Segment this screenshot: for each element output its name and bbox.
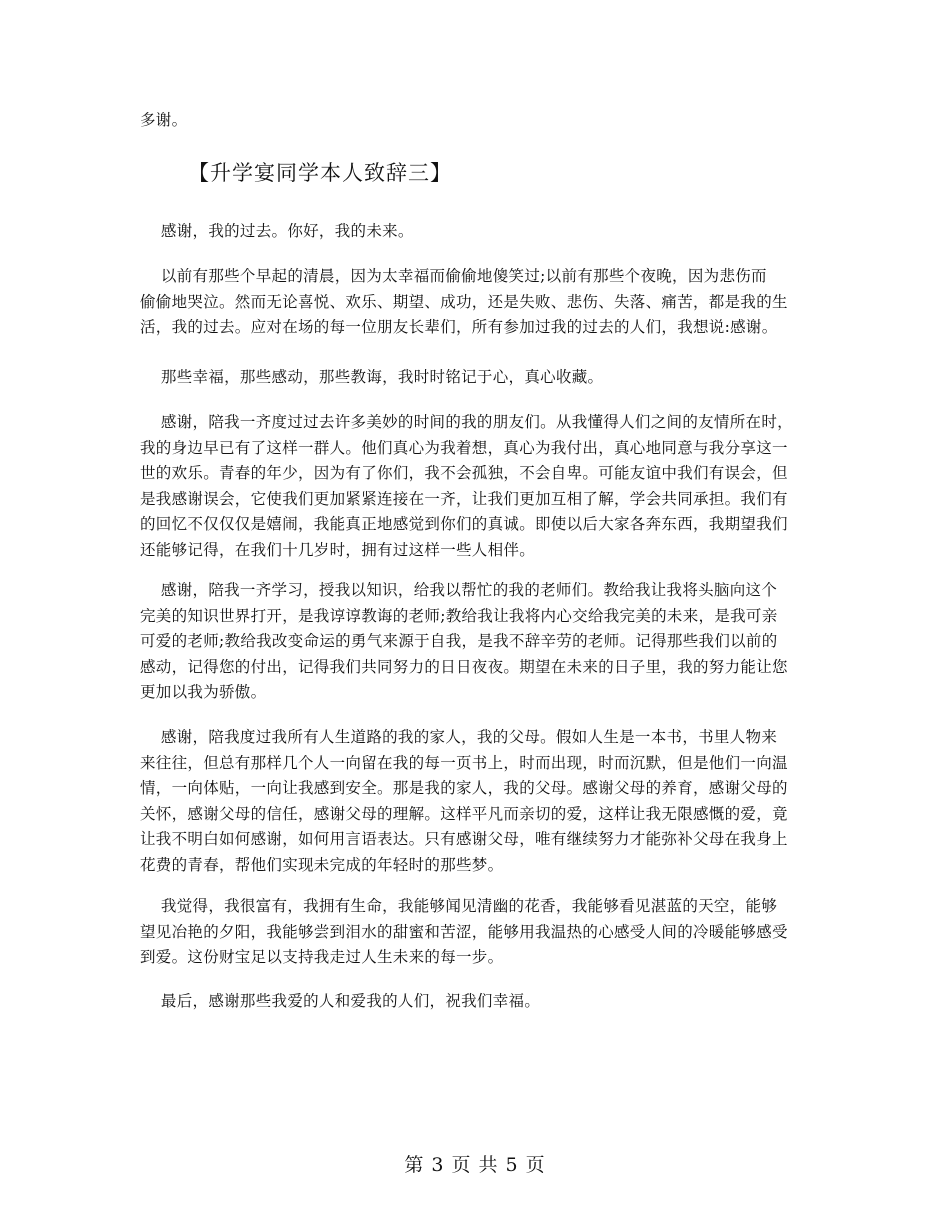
paragraph-2: 以前有那些个早起的清晨，因为太幸福而偷偷地傻笑过;以前有那些个夜晚，因为悲伤而 偷偷地哭泣。然而无论喜悦、欢乐、期望、成功，还是失败、悲伤、失落、痛苦，都是我的生 活，我的过去。应对在场的每一位朋友长辈们，所有参加过我的过去的人们，我想说:感谢。 bbox=[140, 267, 788, 336]
page-number: 第 3 页 共 5 页 bbox=[404, 1154, 546, 1176]
paragraph-8: 最后，感谢那些我爱的人和爱我的人们，祝我们幸福。 bbox=[140, 992, 541, 1010]
paragraph-7: 我觉得，我很富有，我拥有生命，我能够闻见清幽的花香，我能够看见湛蓝的天空，能够 望见冶艳的夕阳，我能够尝到泪水的甜蜜和苦涩，能够用我温热的心感受人间的冷暖能够感受 到爱。这份财宝足以支持我走过人生未来的每一步。 bbox=[140, 897, 788, 966]
intro-line: 多谢。 bbox=[140, 111, 188, 129]
section-heading: 【升学宴同学本人致辞三】 bbox=[188, 161, 452, 185]
paragraph-3: 那些幸福，那些感动，那些教诲，我时时铭记于心，真心收藏。 bbox=[140, 368, 604, 386]
paragraph-5: 感谢，陪我一齐学习，授我以知识，给我以帮忙的我的老师们。教给我让我将头脑向这个 完美的知识世界打开，是我谆谆教诲的老师;教给我让我将内心交给我完美的未来，是我可亲 可爱的老师;教给我改变命运的勇气来源于自我，是我不辞辛劳的老师。记得那些我们以前的 感动，记得您的付出，记得我们共同努力的日日夜夜。期望在未来的日子里，我的努力能让您 更加以我为骄傲。 bbox=[140, 581, 788, 701]
paragraph-1: 感谢，我的过去。你好，我的未来。 bbox=[140, 222, 414, 240]
paragraph-6: 感谢，陪我度过我所有人生道路的我的家人，我的父母。假如人生是一本书，书里人物来 来往往，但总有那样几个人一向留在我的每一页书上，时而出现，时而沉默，但是他们一向温 情，一向体贴，一向让我感到安全。那是我的家人，我的父母。感谢父母的养育，感谢父母的 关怀，感谢父母的信任，感谢父母的理解。这样平凡而亲切的爱，这样让我无限感慨的爱，竟 让我不明白如何感谢，如何用言语表达。只有感谢父母，唯有继续努力才能弥补父母在我身上 花费的青春，帮他们实现未完成的年轻时的那些梦。 bbox=[140, 728, 788, 874]
paragraph-4: 感谢，陪我一齐度过过去许多美妙的时间的我的朋友们。从我懂得人们之间的友情所在时， 我的身边早已有了这样一群人。他们真心为我着想，真心为我付出，真心地同意与我分享这一 世的欢乐。青春的年少，因为有了你们，我不会孤独，不会自卑。可能友谊中我们有误会，但 是我感谢误会，它使我们更加紧紧连接在一齐，让我们更加互相了解，学会共同承担。我们有 的回忆不仅仅仅是嬉闹，我能真正地感觉到你们的真诚。即使以后大家各奔东西，我期望我们 还能够记得，在我们十几岁时，拥有过这样一些人相伴。 bbox=[140, 413, 793, 559]
